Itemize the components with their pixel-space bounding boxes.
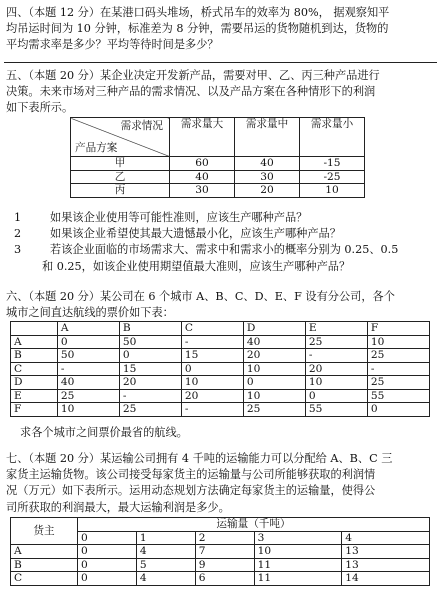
table-cell: 25 [367, 349, 429, 363]
row-label: A [11, 335, 58, 349]
table-cell: 0 [78, 558, 137, 572]
table-cell: 0 [78, 572, 137, 586]
table-cell: - [57, 362, 119, 376]
table-cell: 40 [170, 170, 235, 184]
table-cell: 50 [57, 349, 119, 363]
table-cell: 10 [243, 362, 305, 376]
q6-line: 城市之间直达航线的票价如下表： [6, 306, 174, 320]
row-label: C [11, 572, 78, 586]
table-cell: - [305, 349, 367, 363]
table-row [11, 403, 430, 417]
question-4 [6, 5, 438, 54]
list-item [6, 226, 438, 242]
corner-bottom-label: 产品方案 [75, 141, 118, 154]
q7-line: 家货主运输货物。该公司接受每家货主的运输量与公司所能够获取的利润情 [6, 468, 376, 482]
table-cell: 5 [136, 558, 195, 572]
table-cell: 11 [254, 572, 342, 586]
table-cell: 15 [181, 349, 243, 363]
col-header: 1 [136, 531, 195, 545]
fare-table [10, 321, 430, 417]
col-header: E [305, 322, 367, 336]
table-cell: 15 [119, 362, 181, 376]
owner-header: 货主 [11, 518, 78, 545]
row-label: F [11, 403, 58, 417]
q5-line: 五、（本题 20 分）某企业决定开发新产品，需要对甲、乙、丙三种产品进行 [6, 69, 380, 82]
col-header: 需求量小 [300, 118, 365, 139]
table-cell: 20 [235, 184, 300, 198]
table-row [11, 389, 430, 403]
row-label: B [11, 349, 58, 363]
table-cell: - [119, 389, 181, 403]
col-header: D [243, 322, 305, 336]
table-row [11, 335, 430, 349]
table-cell: - [367, 362, 429, 376]
item-number: 1 [14, 211, 22, 224]
table-cell: 40 [57, 376, 119, 390]
col-header: F [367, 322, 429, 336]
table-cell: 25 [119, 403, 181, 417]
q6-line: 六、（本题 20 分）某公司在 6 个城市 A、B、C、D、E、F 设有分公司，各个 [6, 290, 395, 303]
item-text: 如果该企业使用等可能性准则，应该生产哪种产品？ [50, 211, 308, 224]
table-cell: 25 [305, 335, 367, 349]
table-cell: 10 [243, 389, 305, 403]
table-cell: 0 [367, 403, 429, 417]
col-header: 需求量中 [235, 118, 300, 139]
table-cell: 10 [181, 376, 243, 390]
table-cell: 40 [235, 157, 300, 171]
table-cell: -15 [300, 157, 365, 171]
row-label: 丙 [71, 184, 170, 198]
table-cell: 20 [243, 349, 305, 363]
table-cell: 30 [170, 184, 235, 198]
table-cell: 0 [78, 545, 137, 559]
table-cell: 9 [195, 558, 254, 572]
question-5 [6, 68, 438, 117]
table-cell: 0 [57, 335, 119, 349]
table-cell: 40 [243, 335, 305, 349]
table-row [11, 545, 430, 559]
table-cell: 10 [300, 184, 365, 198]
q7-line: 七、（本题 20 分）某运输公司拥有 4 千吨的运输能力可以分配给 A、B、C 三 [6, 452, 393, 465]
decision-table [70, 117, 365, 198]
row-label: 乙 [71, 170, 170, 184]
table-header-row [11, 322, 430, 336]
col-header: 需求量大 [170, 118, 235, 139]
table-cell: 25 [367, 376, 429, 390]
table-row [71, 157, 365, 171]
table-row [11, 362, 430, 376]
corner-header-cell [71, 118, 170, 157]
table-cell: 7 [195, 545, 254, 559]
question-6 [6, 289, 438, 321]
col-header: 0 [78, 531, 137, 545]
row-label: A [11, 545, 78, 559]
table-cell: 30 [235, 170, 300, 184]
table-cell: 10 [57, 403, 119, 417]
table-row [11, 349, 430, 363]
table-row [71, 184, 365, 198]
list-item [6, 242, 438, 258]
capacity-group-header: 运输量（千吨） [78, 518, 430, 532]
col-header: 2 [195, 531, 254, 545]
table-cell: 13 [342, 558, 430, 572]
q4-line: 均吊运时间为 10 分钟，标准差为 8 分钟，需要吊运的货物随机到达，货物的 [6, 22, 389, 36]
q5-line: 决策。未来市场对三种产品的需求情况、以及产品方案在各种情形下的利润 [6, 85, 376, 99]
item-text: 如果该企业希望使其最大遗憾最小化，应该生产哪种产品？ [50, 227, 341, 241]
table-cell: 0 [181, 362, 243, 376]
q6-note: 求各个城市之间票价最省的航线。 [20, 426, 188, 439]
row-label: C [11, 362, 58, 376]
item-number: 2 [14, 227, 22, 241]
row-label: D [11, 376, 58, 390]
row-label: E [11, 389, 58, 403]
col-header [11, 322, 58, 336]
table-cell: 0 [243, 376, 305, 390]
table-cell: 0 [119, 349, 181, 363]
q4-line: 平均需求率是多少？平均等待时间是多少？ [6, 38, 219, 52]
col-header: B [119, 322, 181, 336]
table-cell: 4 [136, 572, 195, 586]
table-cell: 4 [136, 545, 195, 559]
section-divider [4, 62, 437, 63]
q5-questions [6, 210, 438, 275]
table-cell: 20 [119, 376, 181, 390]
table-cell: -25 [300, 170, 365, 184]
profit-table [10, 517, 430, 586]
table-row [11, 558, 430, 572]
table-cell: 55 [305, 403, 367, 417]
table-cell: 11 [254, 558, 342, 572]
row-label: B [11, 558, 78, 572]
col-header: A [57, 322, 119, 336]
table-cell: 20 [305, 362, 367, 376]
col-header: 3 [254, 531, 342, 545]
table-cell: 20 [181, 389, 243, 403]
col-header: 4 [342, 531, 430, 545]
item-number: 3 [14, 243, 22, 257]
table-cell: 50 [119, 335, 181, 349]
table-cell: 10 [305, 376, 367, 390]
question-7 [6, 451, 438, 516]
table-cell: 55 [367, 389, 429, 403]
table-cell: 60 [170, 157, 235, 171]
table-cell: 6 [195, 572, 254, 586]
table-cell: 0 [305, 389, 367, 403]
table-cell: - [181, 403, 243, 417]
item-text: 若该企业面临的市场需求大、需求中和需求小的概率分别为 0.25、0.5 [50, 243, 399, 257]
table-cell: 13 [342, 545, 430, 559]
q4-line: 四、（本题 12 分）在某港口码头堆场，桥式吊车的效率为 80%， 据观察知平 [6, 6, 390, 19]
q7-line: 况（万元）如下表所示。运用动态规划方法确定每家货主的运输量，使得公 [6, 484, 376, 498]
table-row [71, 170, 365, 184]
table-row [11, 376, 430, 390]
table-cell: 25 [243, 403, 305, 417]
table-cell: 25 [57, 389, 119, 403]
table-cell: 10 [367, 335, 429, 349]
table-cell: 14 [342, 572, 430, 586]
row-label: 甲 [71, 157, 170, 171]
table-cell: 10 [254, 545, 342, 559]
list-item [6, 210, 438, 226]
col-header: C [181, 322, 243, 336]
q5-line: 如下表所示。 [6, 101, 74, 115]
item-text-continued: 和 0.25，如该企业使用期望值最大准则，应该生产哪种产品？ [42, 259, 351, 273]
table-row [11, 572, 430, 586]
q7-line: 司所获取的利润最大，最大运输利润是多少。 [6, 500, 230, 514]
table-cell: - [181, 335, 243, 349]
corner-top-label: 需求情况 [120, 120, 163, 132]
